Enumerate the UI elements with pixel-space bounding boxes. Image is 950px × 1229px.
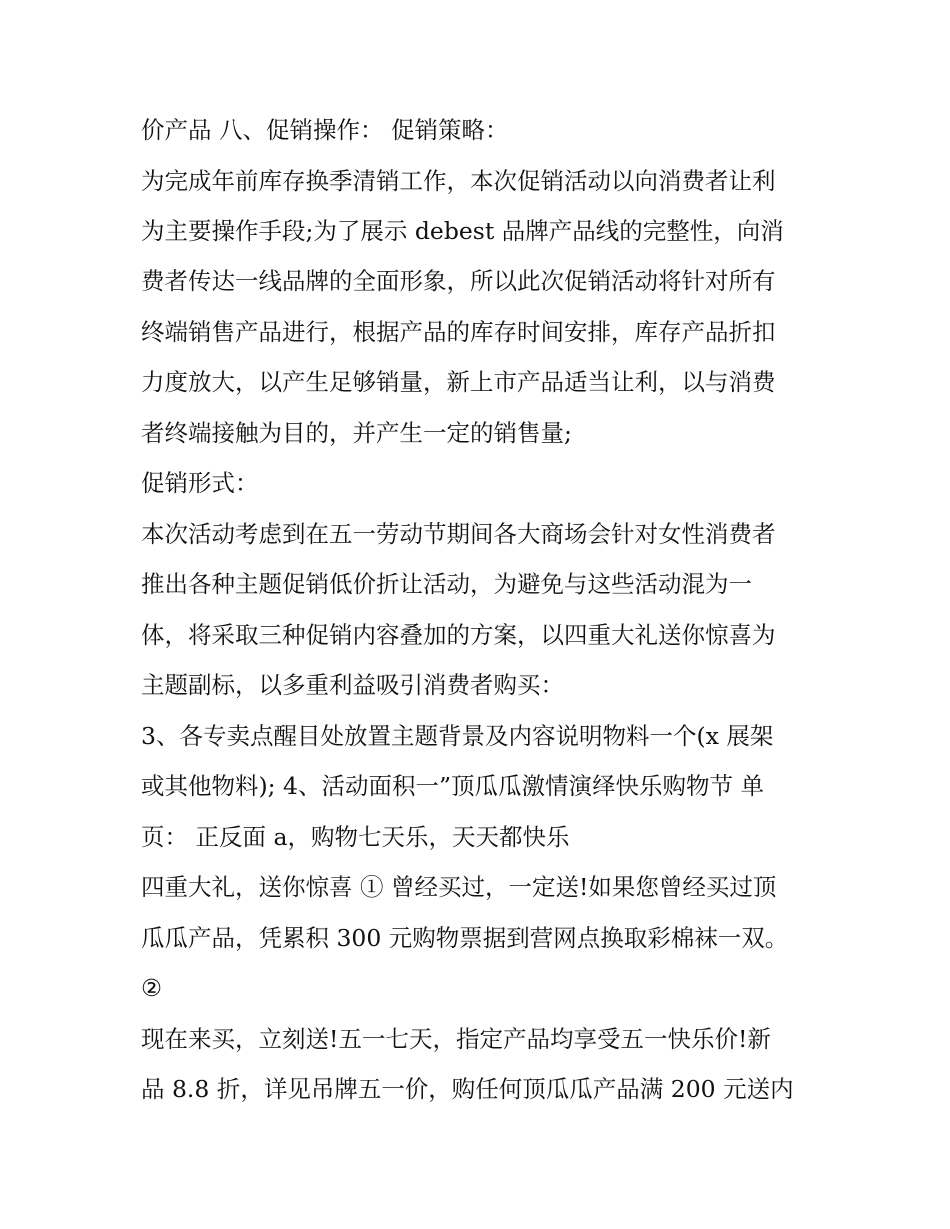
text-line: 主题副标，以多重利益吸引消费者购买： [141, 671, 564, 699]
text-line: 页： 正反面 a，购物七天乐，天天都快乐 [141, 823, 570, 851]
text-line: 本次活动考虑到在五一劳动节期间各大商场会针对女性消费者 [141, 520, 776, 548]
text-line: 推出各种主题促销低价折让活动，为避免与这些活动混为一 [141, 570, 752, 598]
text-line: 或其他物料); 4、活动面积一”顶瓜瓜激情演绎快乐购物节 单 [141, 772, 764, 800]
text-line: ② [141, 974, 163, 1002]
text-line: 品 8.8 折，详见吊牌五一价，购任何顶瓜瓜产品满 200 元送内 [141, 1075, 794, 1103]
section-heading: 促销形式： [141, 469, 259, 497]
text-line: 力度放大，以产生足够销量，新上市产品适当让利，以与消费 [141, 368, 776, 396]
text-line: 为主要操作手段;为了展示 debest 品牌产品线的完整性，向消 [141, 217, 784, 245]
text-line: 价产品 八、促销操作： 促销策略： [141, 116, 509, 144]
text-line: 3、各专卖点醒目处放置主题背景及内容说明物料一个(x 展架 [141, 722, 774, 750]
text-line: 体，将采取三种促销内容叠加的方案，以四重大礼送你惊喜为 [141, 621, 776, 649]
text-line: 四重大礼，送你惊喜 ① 曾经买过，一定送!如果您曾经买过顶 [141, 873, 777, 901]
text-line: 为完成年前库存换季清销工作，本次促销活动以向消费者让利 [141, 167, 776, 195]
text-line: 终端销售产品进行，根据产品的库存时间安排，库存产品折扣 [141, 318, 776, 346]
text-line: 瓜瓜产品，凭累积 300 元购物票据到营网点换取彩棉袜一双。 [141, 924, 789, 952]
text-line: 者终端接触为目的，并产生一定的销售量; [141, 419, 572, 447]
text-line: 费者传达一线品牌的全面形象，所以此次促销活动将针对所有 [141, 267, 776, 295]
text-line: 现在来买，立刻送!五一七天，指定产品均享受五一快乐价!新 [141, 1025, 771, 1053]
